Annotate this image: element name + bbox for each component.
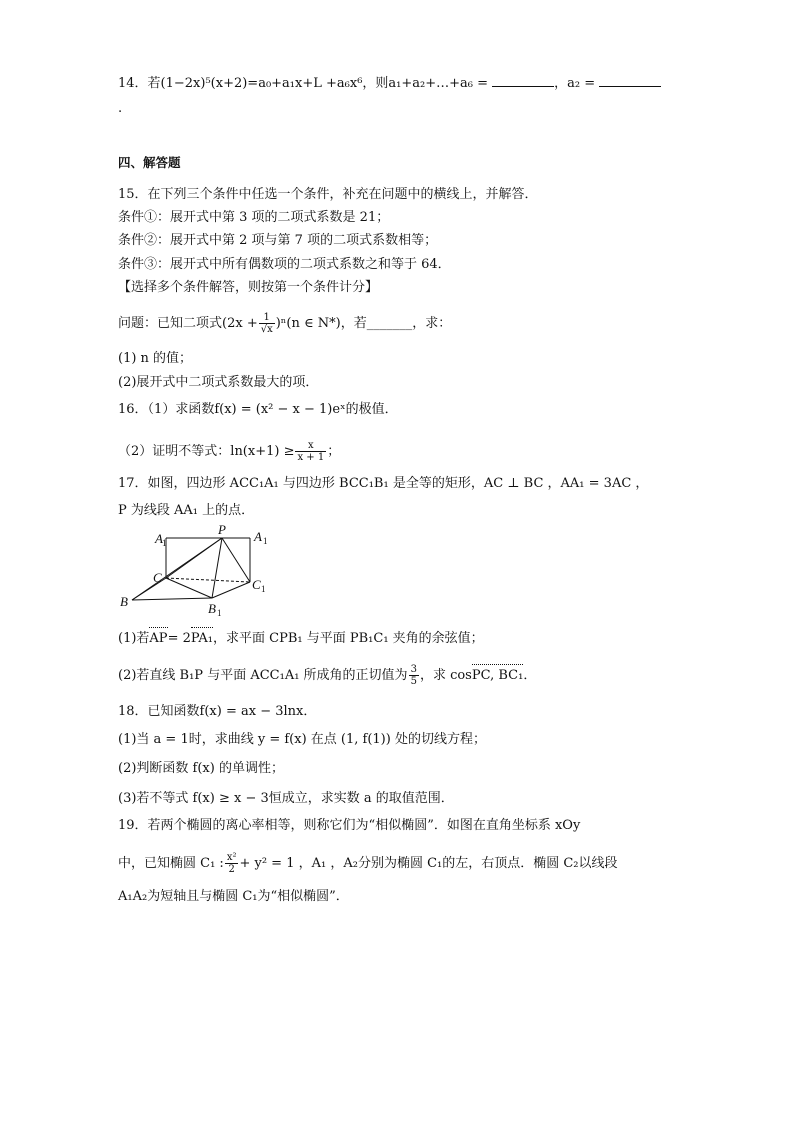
q17-line-2: P 为线段 AA₁ 上的点． — [118, 503, 255, 518]
q16-formula-1: f(x) = (x² − x − 1)eˣ — [214, 402, 346, 417]
q14-end: . — [118, 101, 123, 116]
label-p: P — [218, 522, 226, 537]
q14-answer-blank-1[interactable] — [492, 74, 554, 87]
vector-ap: AP — [149, 631, 168, 646]
q19-line-2: 中，已知椭圆 C₁ : $\frac{\text{x²}}{2}$ + y² = 1 ，A₁ ，A₂分别为椭圆 C₁的左，右顶点．椭圆 C₂以线段 — [118, 852, 618, 875]
edge-p-c1 — [222, 538, 250, 582]
edge-b1-c1 — [212, 582, 250, 598]
q15-condition-2: 条件②：展开式中第 2 项与第 7 项的二项式系数相等； — [118, 233, 438, 248]
edge-c-p — [166, 538, 222, 578]
edge-p-b1 — [212, 538, 222, 598]
label-a1-right: A — [254, 529, 262, 544]
label-b1: B — [208, 601, 216, 616]
q15-sub-2: (2)展开式中二项式系数最大的项． — [118, 375, 319, 390]
label-c1: C — [252, 577, 261, 592]
q19-line-3: A₁A₂为短轴且与椭圆 C₁为“相似椭圆”． — [118, 889, 349, 904]
q17-figure — [110, 522, 285, 620]
question-14: 14．若(1−2x)⁵(x+2)=a₀+a₁x+L +a₆x⁶，则a₁+a₂+…+a₆ = ，a₂ = — [118, 74, 661, 93]
svg-text:1: 1 — [217, 608, 222, 618]
q16-formula-2: ln(x+1) ≥ — [230, 444, 295, 459]
q19-line-1: 19．若两个椭圆的离心率相等，则称它们为“相似椭圆”．如图在直角坐标系 xOy — [118, 818, 581, 833]
q15-intro: 15．在下列三个条件中任选一个条件，补充在问题中的横线上，并解答． — [118, 187, 538, 202]
q18-sub-1: (1)当 a = 1时，求曲线 y = f(x) 在点 (1, f(1)) 处的切线方程； — [118, 732, 486, 747]
q14-expr2: a₂ = — [567, 76, 596, 91]
q18-formula: f(x) = ax − 3lnx — [199, 704, 304, 719]
q18-intro: 18．已知函数f(x) = ax − 3lnx． — [118, 704, 317, 719]
q14-answer-blank-2[interactable] — [599, 74, 661, 87]
q14-expr1: a₁+a₂+…+a₆ = — [388, 76, 489, 91]
q18-sub-3: (3)若不等式 f(x) ≥ x − 3恒成立，求实数 a 的取值范围． — [118, 791, 454, 806]
section-title: 四、解答题 — [118, 155, 181, 170]
edge-b-b1 — [132, 598, 212, 600]
label-b: B — [120, 594, 128, 609]
q17-line-1: 17．如图，四边形 ACC₁A₁ 与四边形 BCC₁B₁ 是全等的矩形，AC ⊥ BC ，AA₁ = 3AC ， — [118, 476, 649, 491]
svg-text:1: 1 — [263, 536, 268, 546]
q14-formula: (1−2x)⁵(x+2)=a₀+a₁x+L +a₆x⁶ — [160, 76, 363, 91]
q17-fraction: $\frac{3}{5}$ — [410, 664, 417, 687]
q18-sub-2: (2)判断函数 f(x) 的单调性； — [118, 761, 284, 776]
label-a1: A — [155, 531, 163, 546]
edge-c-c1-hidden — [166, 578, 250, 582]
edge-c-b1 — [166, 578, 212, 598]
q17-sub-1: (1)若AP= 2PA₁，求平面 CPB₁ 与平面 PB₁C₁ 夹角的余弦值； — [118, 631, 484, 646]
vector-pa1: PA₁ — [190, 631, 214, 646]
q15-fraction: $\frac{1}{√x}$ — [260, 312, 273, 335]
q15-condition-1: 条件①：展开式中第 3 项的二项式系数是 21； — [118, 210, 390, 225]
q15-problem: 问题：已知二项式(2x + $\frac{1}{√x}$ )ⁿ(n ∈ N*)，若_______，求： — [118, 312, 452, 335]
q16-part-1: 16．（1）求函数f(x) = (x² − x − 1)eˣ的极值． — [118, 402, 398, 417]
q15-note: 【选择多个条件解答，则按第一个条件计分】 — [118, 280, 379, 295]
q17-sub-2: (2)若直线 B₁P 与平面 ACC₁A₁ 所成角的正切值为 $\frac{3}{5}$ ，求 cosPC, BC₁． — [118, 664, 537, 687]
q19-fraction: $\frac{\text{x²}}{2}$ — [226, 852, 237, 875]
q14-label: 14．若 — [118, 76, 161, 91]
q15-condition-3: 条件③：展开式中所有偶数项的二项式系数之和等于 64． — [118, 257, 451, 272]
svg-text:1: 1 — [261, 584, 266, 594]
q15-sub-1: (1) n 的值； — [118, 351, 193, 366]
q16-fraction: $\frac{x}{x + 1}$ — [297, 440, 325, 463]
svg-text:1: 1 — [162, 538, 167, 548]
label-c: C — [153, 570, 162, 585]
vector-pair: PC, BC₁ — [471, 668, 524, 683]
q16-part-2: （2）证明不等式：ln(x+1) ≥ $\frac{x}{x + 1}$ ； — [118, 440, 341, 463]
